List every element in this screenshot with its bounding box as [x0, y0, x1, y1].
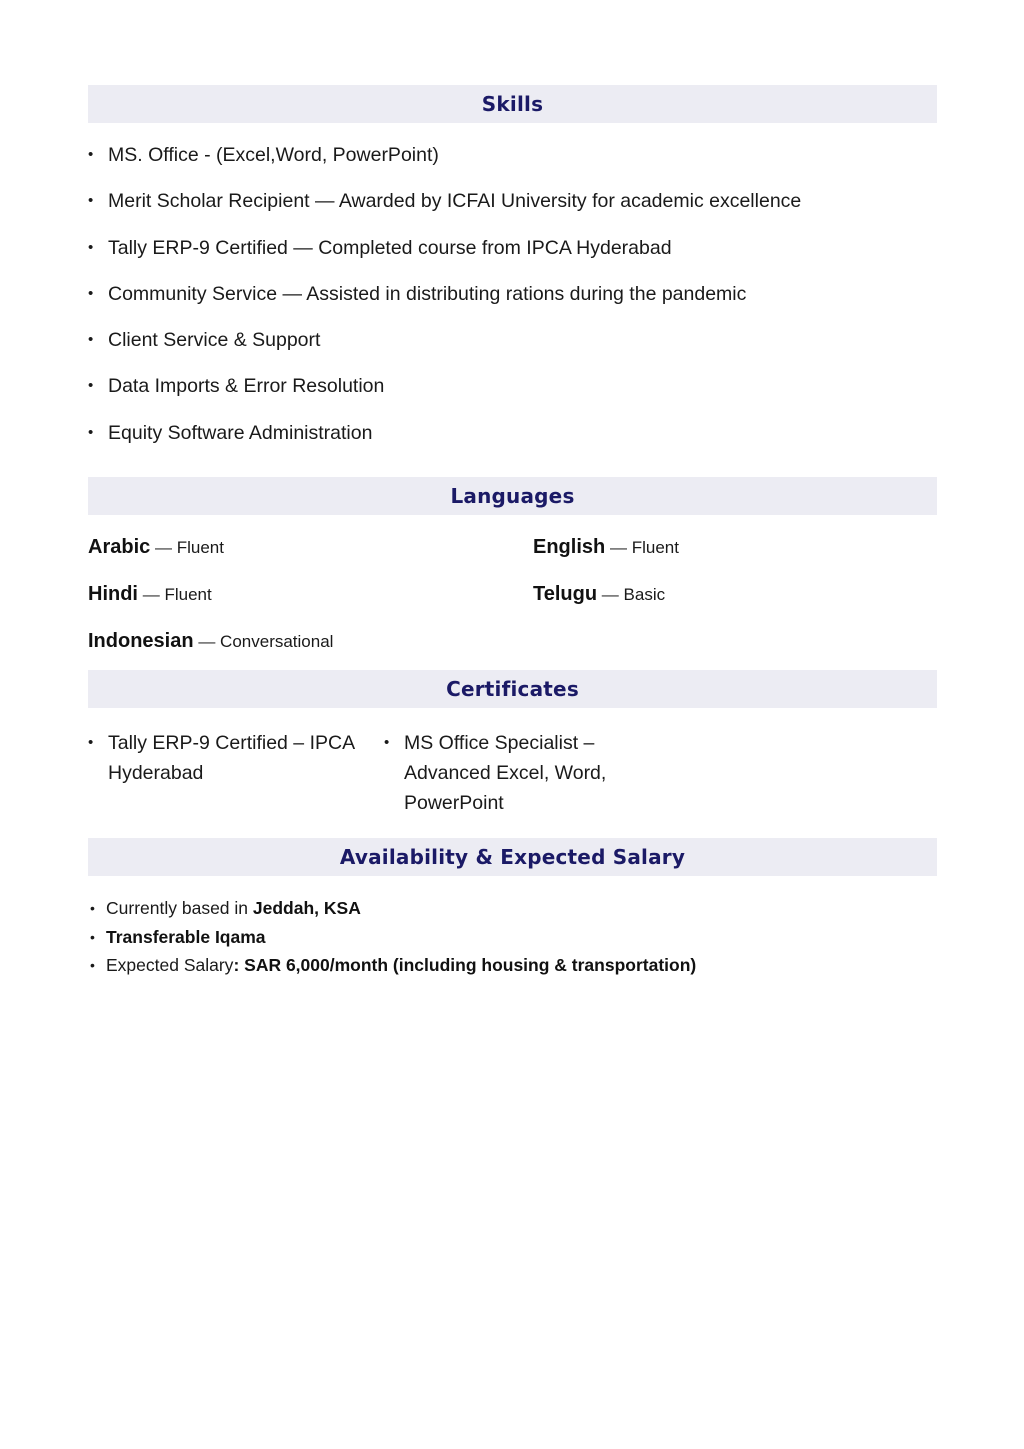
language-name: Telugu	[533, 583, 598, 606]
language-separator: —	[154, 538, 172, 558]
languages-grid	[88, 515, 937, 670]
skill-item: • Merit Scholar Recipient — Awarded by ICFAI University for academic excellence	[88, 189, 937, 213]
language-level: Fluent	[176, 538, 224, 558]
certificate-item: • Tally ERP-9 Certified – IPCA Hyderabad	[88, 728, 363, 818]
language-level: Fluent	[164, 585, 212, 605]
language-name: Indonesian	[88, 630, 194, 653]
skills-title: Skills	[481, 92, 544, 116]
salary-value: SAR 6,000/month (including housing & transportation)	[244, 955, 697, 976]
language-item	[88, 582, 533, 607]
language-item	[88, 535, 533, 560]
salary-prefix: Expected Salary	[106, 955, 234, 976]
availability-section-header	[88, 838, 937, 876]
availability-salary	[88, 951, 937, 980]
availability-list	[88, 876, 937, 980]
language-name: Arabic	[88, 536, 151, 559]
skills-section-header	[88, 85, 937, 123]
language-level: Conversational	[220, 632, 334, 652]
skills-list	[88, 123, 937, 445]
availability-title: Availability & Expected Salary	[339, 845, 686, 870]
language-level: Fluent	[631, 538, 679, 558]
language-name: English	[533, 536, 606, 559]
language-separator: —	[601, 585, 619, 605]
skill-item: • Community Service — Assisted in distributing rations during the pandemic	[88, 282, 937, 306]
availability-iqama	[88, 923, 937, 952]
language-level: Basic	[623, 585, 666, 605]
language-item	[88, 629, 533, 654]
language-separator: —	[142, 585, 160, 605]
language-separator: —	[609, 538, 627, 558]
language-name: Hindi	[88, 583, 138, 606]
languages-title: Languages	[450, 484, 575, 509]
languages-section-header	[88, 477, 937, 515]
skill-item: • MS. Office - (Excel,Word, PowerPoint)	[88, 143, 937, 167]
iqama-value: Transferable Iqama	[106, 926, 266, 947]
certificate-item: • MS Office Specialist – Advanced Excel, Word, PowerPoint	[384, 728, 634, 818]
location-value: Jeddah, KSA	[252, 898, 361, 919]
skill-item: • Tally ERP-9 Certified — Completed course from IPCA Hyderabad	[88, 236, 937, 260]
certificates-list	[88, 708, 937, 838]
certificates-title: Certificates	[446, 677, 579, 702]
skill-item: • Equity Software Administration	[88, 421, 937, 445]
language-separator: —	[198, 632, 216, 652]
skill-item: • Client Service & Support	[88, 328, 937, 352]
availability-location	[88, 894, 937, 923]
location-prefix: Currently based in	[106, 898, 249, 919]
skill-item: • Data Imports & Error Resolution	[88, 374, 937, 398]
language-item	[533, 582, 937, 607]
certificates-section-header	[88, 670, 937, 708]
salary-colon: :	[233, 955, 240, 976]
resume-page	[88, 85, 937, 980]
language-item	[533, 535, 937, 560]
